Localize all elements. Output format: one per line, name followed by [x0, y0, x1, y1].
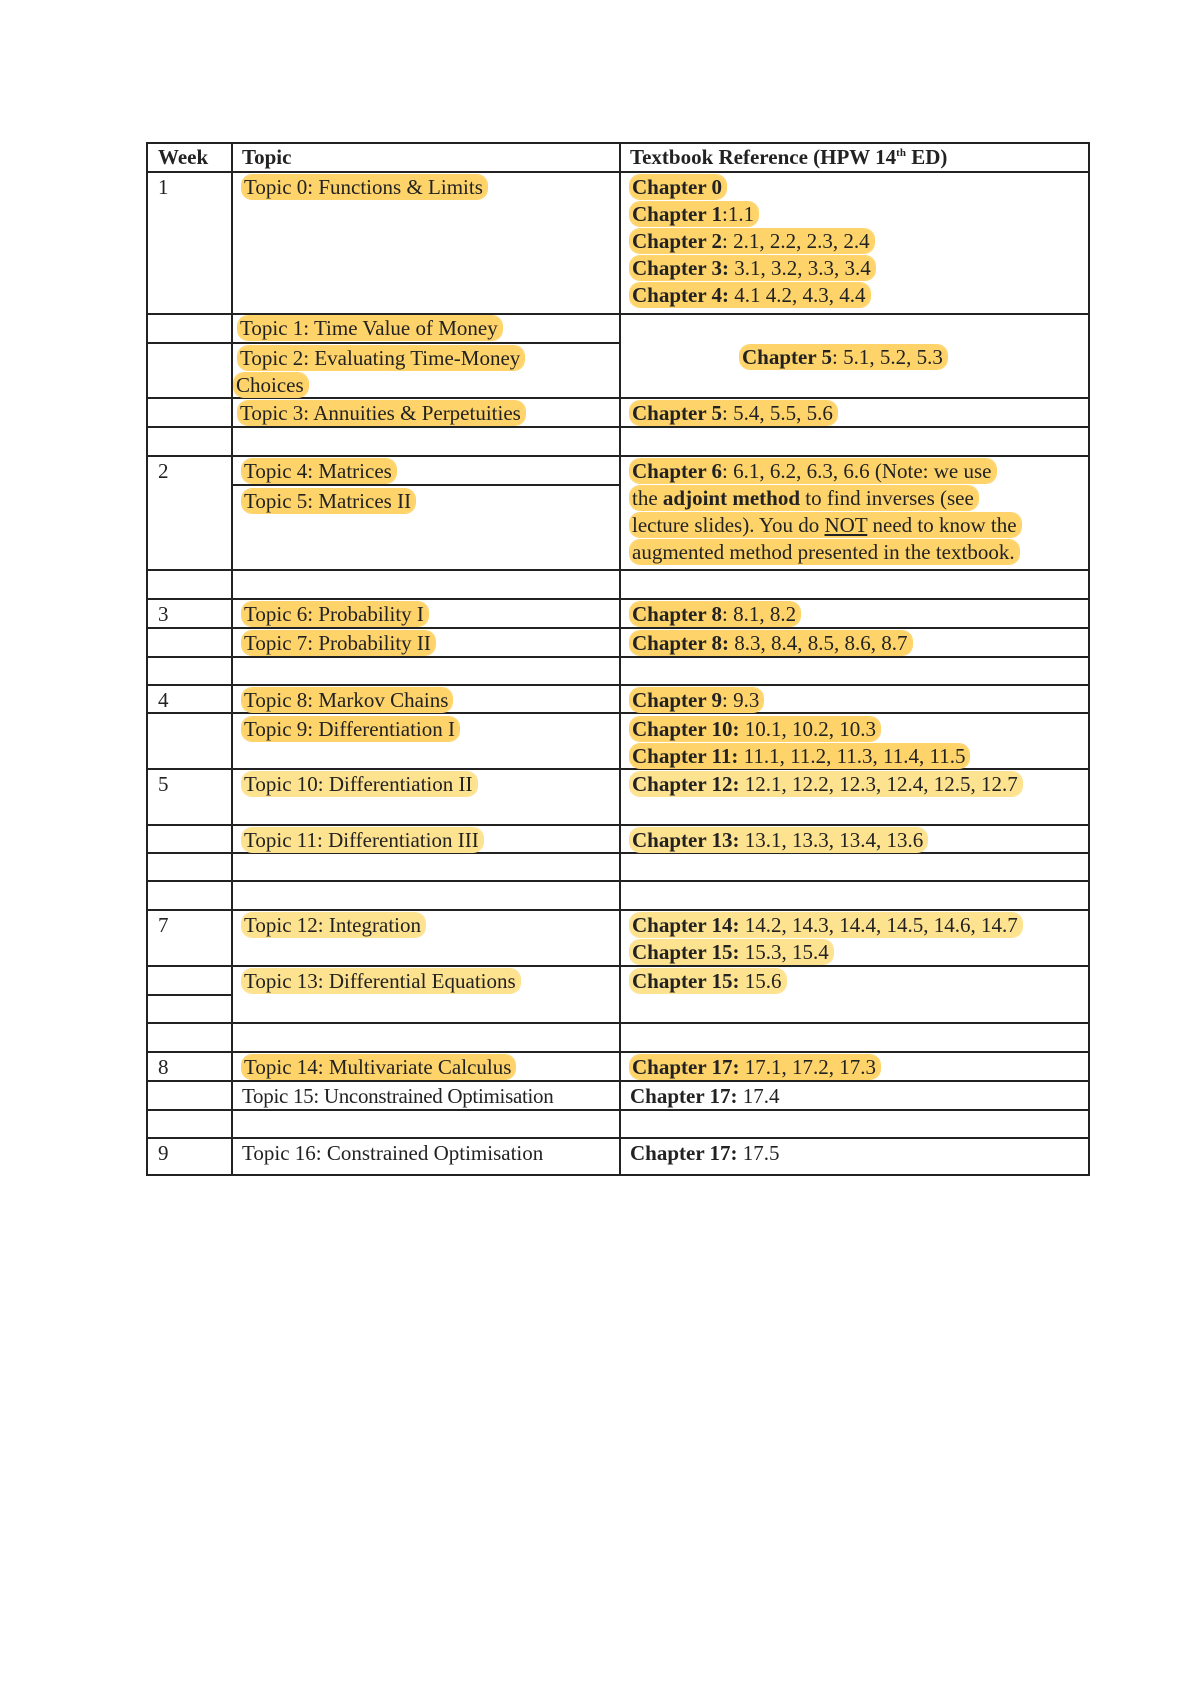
topic-cell	[242, 687, 452, 714]
reference-line	[630, 458, 1021, 485]
topic-cell	[238, 315, 502, 342]
topic-cell	[242, 716, 459, 743]
week-number: 7	[158, 913, 169, 937]
reference-line	[630, 174, 875, 201]
week-number: 8	[158, 1055, 169, 1079]
chapter-sections: :1.1	[722, 202, 755, 226]
chapter-sections: 10.1, 10.2, 10.3	[739, 717, 877, 741]
header-topic: Topic	[242, 145, 292, 169]
reference-line	[630, 939, 1022, 966]
topic-cell	[242, 174, 487, 201]
reference-cell	[630, 174, 875, 309]
header-textbook-reference	[630, 144, 947, 171]
chapter-reference	[740, 345, 947, 369]
chapter-reference	[630, 828, 927, 852]
week-number: 2	[158, 459, 169, 483]
topic-line	[234, 345, 524, 372]
chapter-label: Chapter 17:	[632, 1055, 740, 1079]
chapter-sections: 15.6	[739, 969, 782, 993]
schedule-table	[146, 142, 1090, 1176]
chapter-sections: : 5.4, 5.5, 5.6	[722, 401, 833, 425]
chapter-reference	[630, 772, 1022, 796]
chapter-sections: 3.1, 3.2, 3.3, 3.4	[729, 256, 871, 280]
chapter-reference	[630, 229, 874, 253]
reference-line	[630, 512, 1021, 539]
chapter-sections: 11.1, 11.2, 11.3, 11.4, 11.5	[738, 744, 966, 768]
topic-cell	[242, 630, 435, 657]
topic-label: Topic 13: Differential Equations	[242, 969, 520, 993]
chapter-label: Chapter 6	[632, 459, 723, 483]
row-rule	[146, 994, 232, 996]
chapter-sections: 14.2, 14.3, 14.4, 14.5, 14.6, 14.7	[739, 913, 1018, 937]
reference-line	[630, 743, 969, 770]
header-ref-sup: th	[896, 147, 906, 159]
topic-cell	[242, 771, 477, 798]
chapter-reference	[630, 744, 969, 768]
note-text	[630, 513, 1021, 537]
chapter-sections: 17.5	[737, 1141, 780, 1165]
topic-label: Topic 0: Functions & Limits	[242, 175, 487, 199]
note-fragment: need to know the	[867, 513, 1017, 537]
chapter-reference	[630, 1055, 880, 1079]
topic-label: Topic 5: Matrices II	[242, 489, 415, 513]
topic-cell	[242, 458, 396, 485]
chapter-reference	[630, 175, 726, 199]
reference-line	[630, 255, 875, 282]
row-rule	[146, 455, 1090, 457]
row-rule	[146, 171, 1090, 173]
chapter-label: Chapter 11:	[632, 744, 739, 768]
chapter-label: Chapter 15:	[632, 940, 740, 964]
topic-cell	[242, 1140, 543, 1167]
topic-label: Topic 2: Evaluating Time-Money	[238, 346, 524, 370]
table-border-right	[1088, 142, 1090, 1176]
chapter-label: Chapter 14:	[632, 913, 740, 937]
topic-cell	[238, 400, 525, 427]
reference-cell	[630, 1054, 880, 1081]
chapter-sections: 17.1, 17.2, 17.3	[739, 1055, 877, 1079]
note-fragment: lecture slides). You do	[632, 513, 825, 537]
week-number: 4	[158, 688, 169, 712]
chapter-sections: : 5.1, 5.2, 5.3	[832, 345, 943, 369]
chapter-sections: : 9.3	[722, 688, 760, 712]
reference-cell	[630, 912, 1022, 966]
chapter-sections: : 8.1, 8.2	[722, 602, 797, 626]
row-rule	[146, 342, 620, 344]
row-rule	[146, 598, 1090, 600]
chapter-reference	[630, 459, 996, 483]
chapter-reference	[630, 256, 875, 280]
topic-cell	[242, 827, 483, 854]
topic-label: Topic 4: Matrices	[242, 459, 396, 483]
note-fragment: the	[632, 486, 663, 510]
reference-cell	[630, 458, 1021, 566]
chapter-label: Chapter 3:	[632, 256, 730, 280]
chapter-label: Chapter 17:	[630, 1141, 738, 1165]
row-rule	[146, 1051, 1090, 1053]
topic-line	[234, 372, 524, 399]
topic-label: Topic 6: Probability I	[242, 602, 428, 626]
chapter-reference	[630, 283, 870, 307]
chapter-reference	[630, 602, 800, 626]
topic-label: Topic 16: Constrained Optimisation	[242, 1141, 544, 1165]
topic-cell	[242, 488, 415, 515]
chapter-reference	[630, 202, 758, 226]
chapter-reference	[630, 913, 1022, 937]
topic-label: Topic 9: Differentiation I	[242, 717, 459, 741]
reference-cell	[630, 400, 837, 427]
chapter-sections: : 2.1, 2.2, 2.3, 2.4	[722, 229, 870, 253]
chapter-label: Chapter 8	[632, 602, 723, 626]
reference-line	[630, 201, 875, 228]
topic-label: Topic 15: Unconstrained Optimisation	[242, 1084, 554, 1108]
topic-label: Topic 8: Markov Chains	[242, 688, 452, 712]
note-emphasis: adjoint method	[662, 486, 801, 510]
chapter-sections: 8.3, 8.4, 8.5, 8.6, 8.7	[729, 631, 908, 655]
chapter-label: Chapter 0	[632, 175, 723, 199]
reference-cell	[630, 687, 763, 714]
chapter-reference	[630, 717, 880, 741]
reference-cell	[630, 630, 912, 657]
reference-cell	[630, 827, 927, 854]
reference-cell	[630, 1140, 780, 1167]
chapter-sections: 17.4	[737, 1084, 780, 1108]
reference-line	[630, 228, 875, 255]
reference-line	[630, 282, 875, 309]
reference-cell	[630, 1083, 780, 1110]
topic-label: Topic 3: Annuities & Perpetuities	[238, 401, 525, 425]
chapter-sections: 15.3, 15.4	[739, 940, 829, 964]
topic-cell	[242, 1054, 515, 1081]
chapter-reference	[630, 631, 912, 655]
chapter-reference	[630, 688, 763, 712]
chapter-label: Chapter 8:	[632, 631, 730, 655]
topic-label: Topic 7: Probability II	[242, 631, 435, 655]
row-rule	[146, 909, 1090, 911]
row-rule	[146, 824, 1090, 826]
week-number: 1	[158, 175, 169, 199]
row-rule	[146, 684, 1090, 686]
reference-line	[630, 716, 969, 743]
chapter-label: Chapter 9	[632, 688, 723, 712]
chapter-sections: 12.1, 12.2, 12.3, 12.4, 12.5, 12.7	[739, 772, 1018, 796]
note-fragment: to find inverses (see	[800, 486, 974, 510]
note-underline: NOT	[824, 513, 868, 537]
chapter-label: Chapter 4:	[632, 283, 730, 307]
chapter-label: Chapter 13:	[632, 828, 740, 852]
chapter-label: Chapter 15:	[632, 969, 740, 993]
chapter-label: Chapter 12:	[632, 772, 740, 796]
table-border-left	[146, 142, 148, 1176]
column-divider-week	[231, 142, 233, 1176]
topic-label: Topic 11: Differentiation III	[242, 828, 483, 852]
row-rule	[146, 1022, 1090, 1024]
column-divider-topic	[619, 142, 621, 1176]
topic-label: Topic 10: Differentiation II	[242, 772, 477, 796]
chapter-label: Chapter 5	[742, 345, 833, 369]
topic-label: Topic 12: Integration	[242, 913, 425, 937]
header-ref-text: Textbook Reference (HPW 14	[630, 145, 897, 169]
week-number: 9	[158, 1141, 169, 1165]
note-text	[630, 486, 978, 510]
chapter-reference	[630, 940, 833, 964]
chapter-sections: 4.1 4.2, 4.3, 4.4	[729, 283, 866, 307]
chapter-sections: 13.1, 13.3, 13.4, 13.6	[739, 828, 924, 852]
reference-line	[630, 539, 1021, 566]
topic-cell	[242, 601, 428, 628]
topic-label: Topic 1: Time Value of Money	[238, 316, 502, 340]
header-week: Week	[158, 145, 209, 169]
topic-cell	[234, 345, 524, 399]
chapter-label: Chapter 5	[632, 401, 723, 425]
reference-line	[630, 485, 1021, 512]
chapter-label: Chapter 2	[632, 229, 723, 253]
note-text: augmented method presented in the textbook.	[630, 540, 1019, 564]
topic-cell	[242, 912, 425, 939]
topic-label-continued: Choices	[234, 373, 308, 397]
header-ref-suffix: ED)	[905, 145, 948, 169]
topic-cell	[242, 1083, 553, 1110]
chapter-label: Chapter 1	[632, 202, 723, 226]
week-number: 5	[158, 772, 169, 796]
row-rule	[146, 880, 1090, 882]
reference-line	[630, 912, 1022, 939]
chapter-label: Chapter 17:	[630, 1084, 738, 1108]
reference-cell	[630, 601, 800, 628]
chapter-sections: : 6.1, 6.2, 6.3, 6.6 (Note: we use	[722, 459, 992, 483]
topic-cell	[242, 968, 520, 995]
chapter-reference	[630, 401, 837, 425]
chapter-label: Chapter 10:	[632, 717, 740, 741]
reference-cell	[630, 716, 969, 770]
reference-cell	[630, 771, 1022, 798]
row-rule	[146, 1137, 1090, 1139]
reference-cell	[630, 968, 786, 995]
week-number: 3	[158, 602, 169, 626]
chapter-reference	[630, 969, 786, 993]
reference-cell	[740, 344, 947, 371]
topic-label: Topic 14: Multivariate Calculus	[242, 1055, 515, 1079]
row-rule	[146, 569, 1090, 571]
row-rule	[146, 1174, 1090, 1176]
